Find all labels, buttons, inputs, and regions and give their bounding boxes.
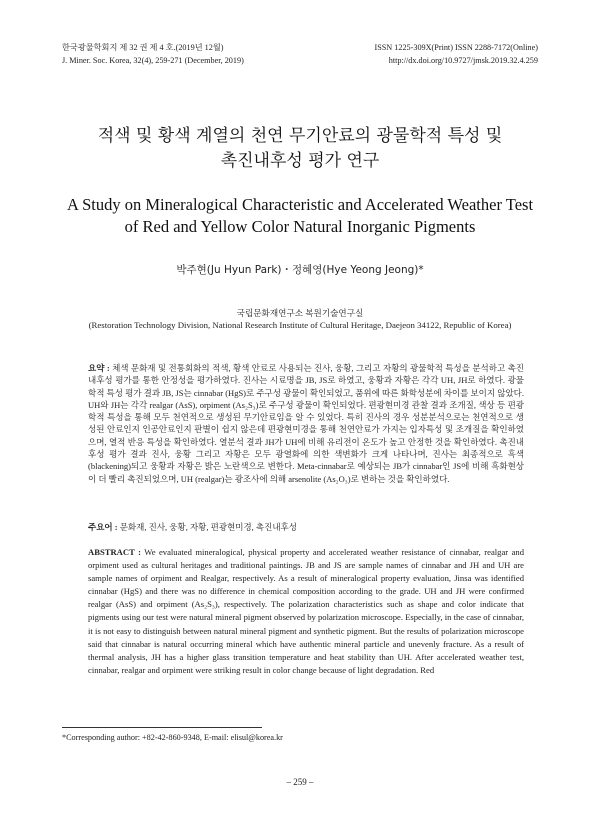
abstract-korean-label: 요약 : [88, 363, 110, 373]
issn-line: ISSN 1225-309X(Print) ISSN 2288-7172(Online) [374, 43, 538, 52]
korean-title [40, 124, 560, 174]
journal-citation-en: J. Miner. Soc. Korea, 32(4), 259-271 (December, 2019) [62, 55, 244, 65]
abstract-english-text: We evaluated mineralogical, physical property and accelerated weather resistance of cinnabar, realgar and orpiment used as cultural heritages and traditional paintings. JB and JS are sample names of cinnabar and JH and UH are sample names of orpiment and Realgar, respectively. As a result of mineralogical property evaluation, Jinsa was identified cinnabar (HgS) and there was no difference in chemical composition according to the grade. UH and JH were confirmed realgar (AsS) and orpiment (As₂S₃), respectively. The polarization characteristics such as shape and color indicate that pigments using our test were natural mineral pigment observed by polarization microscope. Especially, in the case of cinnabar, it is not easy to distinguish between natural mineral pigment and synthetic pigment. But the results of polarization microscope said that cinnabar is natural occurring mineral which have authentic mineral particle and unevenly fracture. As a result of thermal analysis, JH has a higher glass transition temperature and heat stability than UH. After accelerated weather test, cinnabar, realgar and orpiment were striking result in color change because of light degradation. Red [88, 547, 524, 675]
english-title-line2: of Red and Yellow Color Natural Inorganic Pigments [124, 217, 476, 236]
keywords-korean-label: 주요어 : [88, 522, 118, 532]
abstract-english [88, 546, 524, 677]
keywords-korean-text: 문화재, 진사, 웅황, 자황, 편광현미경, 촉진내후성 [119, 522, 297, 532]
doi-link[interactable]: http://dx.doi.org/10.9727/jmsk.2019.32.4.259 [388, 55, 538, 65]
korean-title-line1: 적색 및 황색 계열의 천연 무기안료의 광물학적 특성 및 [97, 126, 503, 146]
english-title-line1: A Study on Mineralogical Characteristic and Accelerated Weather Test [66, 195, 534, 214]
abstract-korean-text: 체색 문화재 및 전통회화의 적색, 황색 안료로 사용되는 진사, 웅황, 그리고 자황의 광물학적 특성을 분석하고 촉진내후성 평가를 통한 안정성을 평가하였다. 진사는 시료명을 JB, JS로 하였고, 웅황과 자황은 각각 UH, JH로 하였다. 광물학적 특성 평가 결과 JB, JS는 cinnabar (HgS)로 주구성 광물이 확인되었고, 품위에 따른 화학성분에 차이를 보이지 않았다. UH와 JH는 각각 realgar (AsS), orpiment (As₂S₃)로 주구성 광물이 확인되었다. 편광현미경 관찰 결과 조개질, 색상 등 편광학적 특성을 통해 모두 천연적으로 생성된 무기안료임을 알 수 있었다. 특히 진사의 경우 성분분석으로는 천연적으로 생성된 안료인지 인공안료인지 판별이 쉽지 않은데 편광현미경을 통해 천연안료가 가지는 입자특성 및 조개질을 확인하였으며, 열적 반응 특성을 확인하였다. 열분석 결과 JH가 UH에 비해 유리전이 온도가 높고 안정한 것을 확인하였다. 촉진내후성 평가 결과 진사, 웅황 그리고 자황은 모두 광열화에 의한 색변화가 크게 나타나며, 진사는 최종적으로 흑색(blackening)되고 웅황과 자황은 밝은 노란색으로 변한다. Meta-cinnabar로 예상되는 JB가 cinnabar인 JS에 비해 흑화현상이 더 빨리 촉진되었으며, UH (realgar)는 광조사에 의해 arsenolite (As₂O₃)로 변하는 것을 확인하였다. [88, 363, 524, 484]
journal-issue-ko: 한국광물학회지 제 32 권 제 4 호.(2019년 12월) [62, 43, 224, 52]
author-list: 박주현(Ju Hyun Park)・정혜영(Hye Yeong Jeong)* [176, 264, 424, 276]
affiliation-english: (Restoration Technology Division, National Research Institute of Cultural Heritage, Daejeon 34122, Republic of Korea) [88, 320, 512, 330]
footnote-divider [62, 727, 262, 728]
affiliation-korean: 국립문화재연구소 복원기술연구실 [236, 308, 364, 318]
korean-title-line2: 촉진내후성 평가 연구 [220, 151, 380, 171]
abstract-korean [88, 362, 524, 485]
corresponding-author-footnote: *Corresponding author: +82-42-860-9348, E-mail: elisul@korea.kr [62, 733, 283, 742]
journal-header-korean [62, 42, 244, 67]
english-title [40, 194, 560, 238]
keywords-korean [88, 521, 524, 533]
page-number: – 259 – [286, 777, 314, 787]
abstract-english-label: ABSTRACT : [88, 547, 141, 557]
journal-header-issn [374, 42, 538, 67]
